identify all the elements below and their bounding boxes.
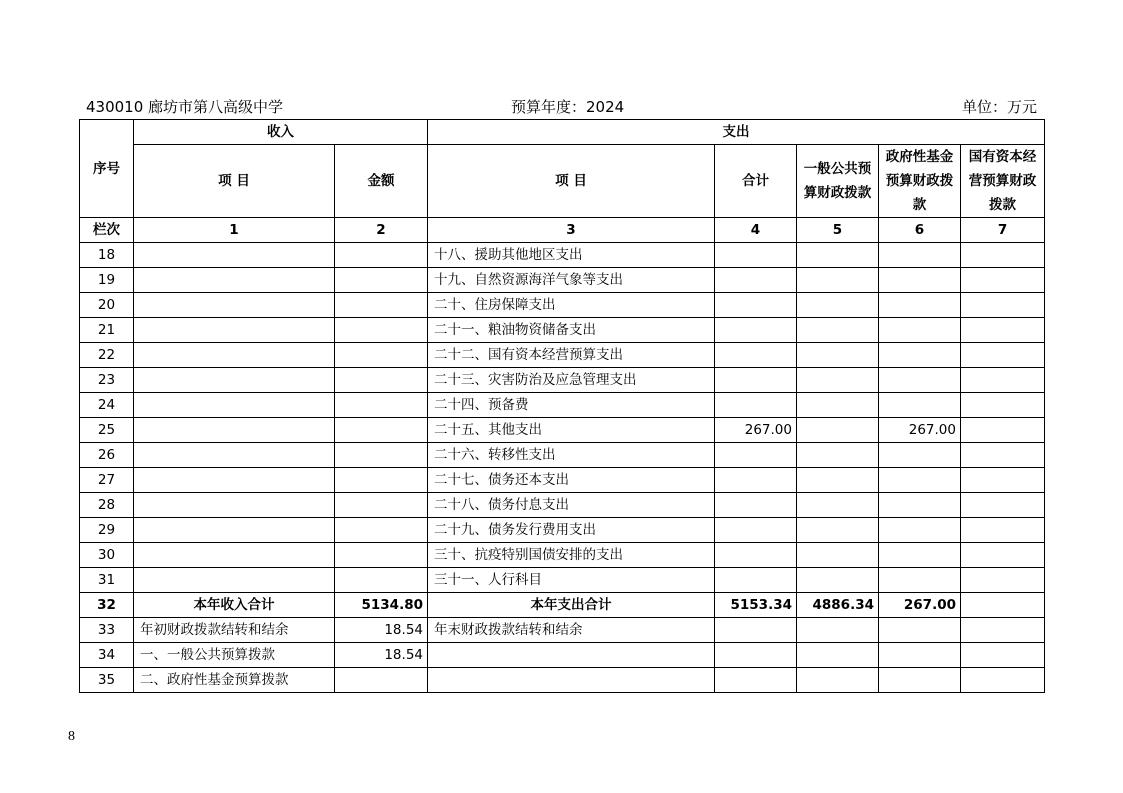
seq-cell: 35 xyxy=(80,668,134,693)
state-capital-cell xyxy=(961,518,1045,543)
total-cell xyxy=(715,393,797,418)
general-budget-cell xyxy=(797,293,879,318)
income-item-header: 项 目 xyxy=(134,145,335,218)
gov-fund-cell xyxy=(879,393,961,418)
expense-item-cell: 三十一、人行科目 xyxy=(428,568,715,593)
income-item-cell xyxy=(134,443,335,468)
gov-fund-cell xyxy=(879,268,961,293)
general-budget-cell xyxy=(797,268,879,293)
index-cell: 5 xyxy=(797,218,879,243)
seq-cell: 27 xyxy=(80,468,134,493)
total-cell xyxy=(715,293,797,318)
unit-name: 430010 廊坊市第八高级中学 xyxy=(86,98,284,116)
income-item-cell: 一、一般公共预算拨款 xyxy=(134,643,335,668)
expense-item-cell: 二十八、债务付息支出 xyxy=(428,493,715,518)
table-row xyxy=(80,243,1045,268)
general-budget-cell xyxy=(797,668,879,693)
gov-fund-cell: 267.00 xyxy=(879,593,961,618)
gov-fund-cell xyxy=(879,368,961,393)
general-budget-cell xyxy=(797,243,879,268)
table-row xyxy=(80,543,1045,568)
general-budget-cell xyxy=(797,368,879,393)
income-amount-cell xyxy=(335,568,428,593)
income-item-cell xyxy=(134,343,335,368)
seq-cell: 26 xyxy=(80,443,134,468)
total-cell xyxy=(715,568,797,593)
state-capital-cell xyxy=(961,293,1045,318)
state-capital-cell xyxy=(961,318,1045,343)
total-cell xyxy=(715,368,797,393)
unit-of-measure: 单位：万元 xyxy=(961,98,1037,116)
income-amount-cell xyxy=(335,393,428,418)
seq-cell: 30 xyxy=(80,543,134,568)
col-seq-header: 序号 xyxy=(80,120,134,218)
general-budget-cell xyxy=(797,568,879,593)
income-amount-cell xyxy=(335,468,428,493)
gov-fund-cell xyxy=(879,243,961,268)
seq-cell: 18 xyxy=(80,243,134,268)
expense-item-header: 项 目 xyxy=(428,145,715,218)
gov-fund-cell xyxy=(879,318,961,343)
expense-item-cell: 十八、援助其他地区支出 xyxy=(428,243,715,268)
seq-cell: 21 xyxy=(80,318,134,343)
budget-table xyxy=(79,119,1045,693)
income-amount-cell: 18.54 xyxy=(335,618,428,643)
seq-cell: 31 xyxy=(80,568,134,593)
state-capital-cell xyxy=(961,468,1045,493)
table-row xyxy=(80,318,1045,343)
budget-year: 预算年度：2024 xyxy=(511,98,625,116)
income-item-cell xyxy=(134,418,335,443)
gov-fund-cell xyxy=(879,668,961,693)
index-cell: 4 xyxy=(715,218,797,243)
income-item-cell xyxy=(134,243,335,268)
table-row xyxy=(80,268,1045,293)
column-header-row xyxy=(80,145,1045,218)
gov-fund-cell xyxy=(879,643,961,668)
index-cell: 6 xyxy=(879,218,961,243)
state-capital-cell xyxy=(961,568,1045,593)
income-amount-cell: 18.54 xyxy=(335,643,428,668)
table-row xyxy=(80,493,1045,518)
income-item-cell xyxy=(134,318,335,343)
gov-fund-cell xyxy=(879,493,961,518)
income-item-cell xyxy=(134,268,335,293)
income-amount-cell xyxy=(335,443,428,468)
expense-item-cell: 二十一、粮油物资储备支出 xyxy=(428,318,715,343)
general-budget-cell xyxy=(797,468,879,493)
total-cell xyxy=(715,343,797,368)
expense-item-cell: 年末财政拨款结转和结余 xyxy=(428,618,715,643)
table-row xyxy=(80,568,1045,593)
gov-fund-header: 政府性基金预算财政拨款 xyxy=(879,145,961,218)
seq-cell: 19 xyxy=(80,268,134,293)
state-capital-cell xyxy=(961,268,1045,293)
total-cell xyxy=(715,268,797,293)
gov-fund-cell xyxy=(879,618,961,643)
income-amount-cell xyxy=(335,243,428,268)
seq-cell: 20 xyxy=(80,293,134,318)
expense-item-cell: 本年支出合计 xyxy=(428,593,715,618)
state-capital-cell xyxy=(961,368,1045,393)
table-row xyxy=(80,343,1045,368)
seq-cell: 22 xyxy=(80,343,134,368)
seq-cell: 29 xyxy=(80,518,134,543)
gov-fund-cell xyxy=(879,543,961,568)
income-amount-cell xyxy=(335,543,428,568)
income-amount-cell xyxy=(335,493,428,518)
seq-cell: 34 xyxy=(80,643,134,668)
income-item-cell xyxy=(134,568,335,593)
income-item-cell xyxy=(134,393,335,418)
total-cell xyxy=(715,618,797,643)
expense-item-cell: 二十三、灾害防治及应急管理支出 xyxy=(428,368,715,393)
income-item-cell xyxy=(134,543,335,568)
expense-item-cell: 二十七、债务还本支出 xyxy=(428,468,715,493)
state-capital-cell xyxy=(961,418,1045,443)
expense-item-cell xyxy=(428,643,715,668)
state-capital-cell xyxy=(961,493,1045,518)
total-cell: 267.00 xyxy=(715,418,797,443)
income-item-cell xyxy=(134,518,335,543)
expense-item-cell: 二十、住房保障支出 xyxy=(428,293,715,318)
state-capital-cell xyxy=(961,618,1045,643)
seq-cell: 23 xyxy=(80,368,134,393)
index-cell: 2 xyxy=(335,218,428,243)
total-cell xyxy=(715,668,797,693)
total-cell xyxy=(715,493,797,518)
total-cell xyxy=(715,543,797,568)
income-amount-cell xyxy=(335,418,428,443)
state-capital-cell xyxy=(961,443,1045,468)
income-item-cell xyxy=(134,493,335,518)
table-row xyxy=(80,668,1045,693)
general-budget-cell xyxy=(797,618,879,643)
income-item-cell xyxy=(134,293,335,318)
state-capital-cell xyxy=(961,668,1045,693)
table-row xyxy=(80,393,1045,418)
general-budget-cell xyxy=(797,318,879,343)
state-capital-cell xyxy=(961,543,1045,568)
income-item-cell xyxy=(134,368,335,393)
seq-cell: 28 xyxy=(80,493,134,518)
gov-fund-cell xyxy=(879,343,961,368)
table-row xyxy=(80,293,1045,318)
expense-item-cell: 二十四、预备费 xyxy=(428,393,715,418)
general-budget-header: 一般公共预算财政拨款 xyxy=(797,145,879,218)
seq-cell: 33 xyxy=(80,618,134,643)
expense-item-cell: 三十、抗疫特别国债安排的支出 xyxy=(428,543,715,568)
index-cell: 7 xyxy=(961,218,1045,243)
index-cell: 1 xyxy=(134,218,335,243)
state-capital-cell xyxy=(961,393,1045,418)
gov-fund-cell xyxy=(879,293,961,318)
seq-cell: 24 xyxy=(80,393,134,418)
seq-cell: 25 xyxy=(80,418,134,443)
income-amount-cell xyxy=(335,268,428,293)
income-item-cell: 本年收入合计 xyxy=(134,593,335,618)
total-header: 合计 xyxy=(715,145,797,218)
general-budget-cell xyxy=(797,418,879,443)
total-cell xyxy=(715,243,797,268)
index-cell: 栏次 xyxy=(80,218,134,243)
table-row xyxy=(80,518,1045,543)
table-row xyxy=(80,593,1045,618)
general-budget-cell xyxy=(797,543,879,568)
total-cell xyxy=(715,443,797,468)
general-budget-cell xyxy=(797,493,879,518)
total-cell: 5153.34 xyxy=(715,593,797,618)
total-cell xyxy=(715,318,797,343)
table-row xyxy=(80,643,1045,668)
income-amount-cell xyxy=(335,668,428,693)
gov-fund-cell xyxy=(879,568,961,593)
total-cell xyxy=(715,468,797,493)
expense-item-cell: 十九、自然资源海洋气象等支出 xyxy=(428,268,715,293)
general-budget-cell xyxy=(797,643,879,668)
expense-item-cell xyxy=(428,668,715,693)
general-budget-cell: 4886.34 xyxy=(797,593,879,618)
total-cell xyxy=(715,518,797,543)
table-row xyxy=(80,443,1045,468)
income-amount-cell: 5134.80 xyxy=(335,593,428,618)
gov-fund-cell xyxy=(879,468,961,493)
income-group-header: 收入 xyxy=(134,120,428,145)
state-capital-cell xyxy=(961,243,1045,268)
income-item-cell: 年初财政拨款结转和结余 xyxy=(134,618,335,643)
general-budget-cell xyxy=(797,443,879,468)
income-amount-cell xyxy=(335,293,428,318)
income-amount-cell xyxy=(335,368,428,393)
income-amount-cell xyxy=(335,318,428,343)
expense-item-cell: 二十五、其他支出 xyxy=(428,418,715,443)
expense-item-cell: 二十九、债务发行费用支出 xyxy=(428,518,715,543)
table-row xyxy=(80,468,1045,493)
total-cell xyxy=(715,643,797,668)
general-budget-cell xyxy=(797,518,879,543)
column-index-row xyxy=(80,218,1045,243)
seq-cell: 32 xyxy=(80,593,134,618)
state-capital-cell xyxy=(961,343,1045,368)
expense-item-cell: 二十二、国有资本经营预算支出 xyxy=(428,343,715,368)
gov-fund-cell xyxy=(879,518,961,543)
expense-item-cell: 二十六、转移性支出 xyxy=(428,443,715,468)
state-capital-cell xyxy=(961,593,1045,618)
general-budget-cell xyxy=(797,343,879,368)
income-item-cell: 二、政府性基金预算拨款 xyxy=(134,668,335,693)
index-cell: 3 xyxy=(428,218,715,243)
state-capital-cell xyxy=(961,643,1045,668)
page-number: 8 xyxy=(68,729,75,744)
group-header-row xyxy=(80,120,1045,145)
income-item-cell xyxy=(134,468,335,493)
state-capital-header: 国有资本经营预算财政拨款 xyxy=(961,145,1045,218)
income-amount-cell xyxy=(335,343,428,368)
income-amount-header: 金额 xyxy=(335,145,428,218)
table-row xyxy=(80,418,1045,443)
table-row xyxy=(80,368,1045,393)
income-amount-cell xyxy=(335,518,428,543)
gov-fund-cell xyxy=(879,443,961,468)
expense-group-header: 支出 xyxy=(428,120,1045,145)
table-row xyxy=(80,618,1045,643)
general-budget-cell xyxy=(797,393,879,418)
gov-fund-cell: 267.00 xyxy=(879,418,961,443)
